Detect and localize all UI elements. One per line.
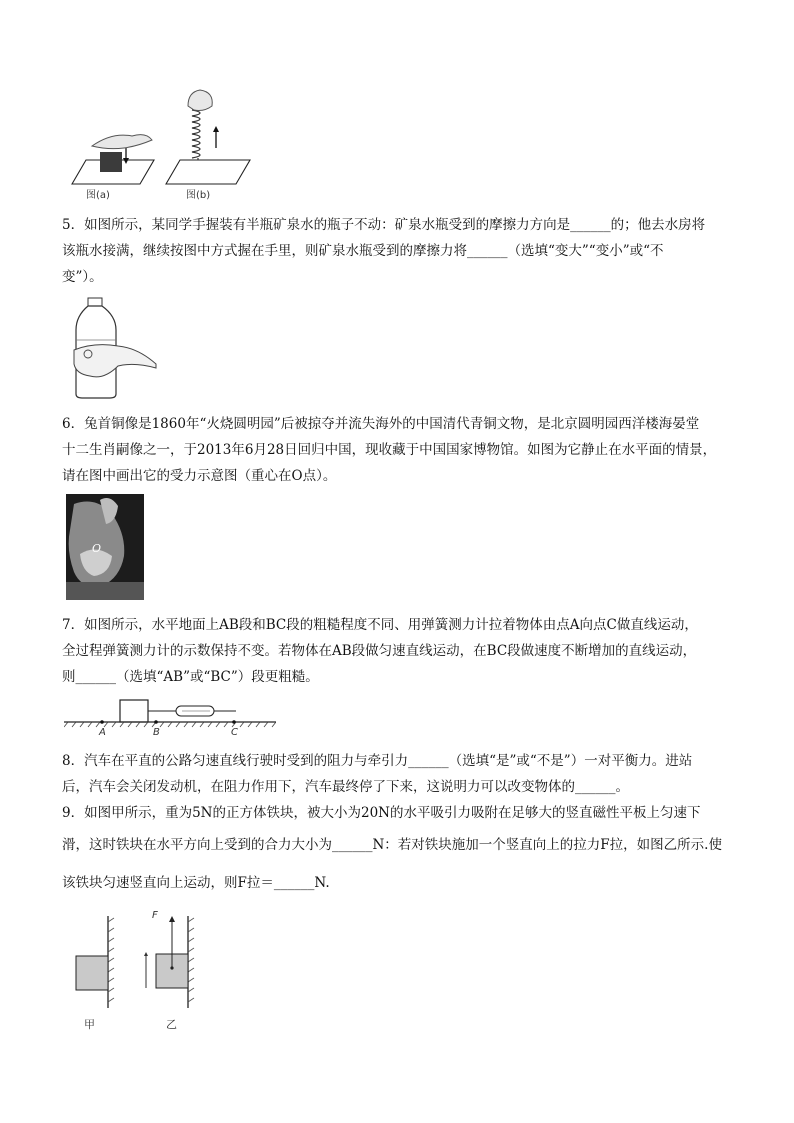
q6-line-3: 请在图中画出它的受力示意图（重心在O点）。 (62, 468, 337, 484)
q8-line-2: 后，汽车会关闭发动机，在阻力作用下，汽车最终停了下来，这说明力可以改变物体的______。 (62, 779, 629, 795)
q9-line-2: 滑，这时铁块在水平方向上受到的合力大小为______N：若对铁块施加一个竖直向上的拉力F拉，如图乙所示.使 (62, 837, 722, 853)
hand-spring-drawing (62, 88, 252, 198)
q6-line-2: 十二生肖嗣像之一，于2013年6月28日回归中国，现收藏于中国国家博物馆。如图为它静止在水平面的情景， (62, 442, 717, 458)
q5-line-3: 变”）。 (62, 269, 103, 285)
q5-line-2: 该瓶水接满，继续按图中方式握在手里，则矿泉水瓶受到的摩擦力将______（选填“变大”“变小”或“不 (62, 243, 664, 259)
q8-line-1: 8．汽车在平直的公路匀速直线行驶时受到的阻力与牵引力______（选填“是”或“不是”）一对平衡力。进站 (62, 753, 693, 769)
figure-a-label: 图(a) (86, 190, 110, 201)
figure-yi-label: 乙 (166, 1018, 177, 1031)
rabbit-photo-drawing (66, 494, 144, 600)
point-a-label: A (99, 727, 106, 738)
bottle-drawing (64, 296, 160, 400)
q6-line-1: 6．兔首铜像是1860年“火烧圆明园”后被掠夺并流失海外的中国清代青铜文物，是北京圆明园西洋楼海晏堂 (62, 416, 700, 432)
magnet-plate-drawing (66, 908, 216, 1032)
q5-line-1: 5．如图所示，某同学手握装有半瓶矿泉水的瓶子不动：矿泉水瓶受到的摩擦力方向是______的；他去水房将 (62, 217, 706, 233)
figure-bottle-in-hand (64, 296, 160, 400)
figure-b-label: 图(b) (186, 190, 211, 201)
figure-magnet-plate (66, 908, 216, 1032)
q9-line-1: 9．如图甲所示，重为5N的正方体铁块，被大小为20N的水平吸引力吸附在足够大的竖直磁性平板上匀速下 (62, 805, 701, 821)
q7-line-3: 则______（选填“AB”或“BC”）段更粗糙。 (62, 669, 319, 685)
center-of-gravity-label: O (92, 542, 102, 555)
ground-drawing (64, 696, 276, 736)
figure-jia-label: 甲 (84, 1018, 95, 1031)
figure-hand-spring (62, 88, 252, 201)
figure-spring-scale-ground (64, 696, 276, 736)
q7-line-2: 全过程弹簧测力计的示数保持不变。若物体在AB段做匀速直线运动，在BC段做速度不断增加的直线运动， (62, 643, 697, 659)
point-c-label: C (231, 727, 238, 738)
q7-line-1: 7．如图所示，水平地面上AB段和BC段的粗糙程度不同、用弹簧测力计拉着物体由点A向点C做直线运动， (62, 617, 698, 633)
point-b-label: B (153, 727, 160, 738)
q9-line-3: 该铁块匀速竖直向上运动，则F拉＝______N. (62, 875, 330, 891)
figure-rabbit-head-photo (66, 494, 144, 600)
pull-force-label: F (152, 910, 158, 921)
